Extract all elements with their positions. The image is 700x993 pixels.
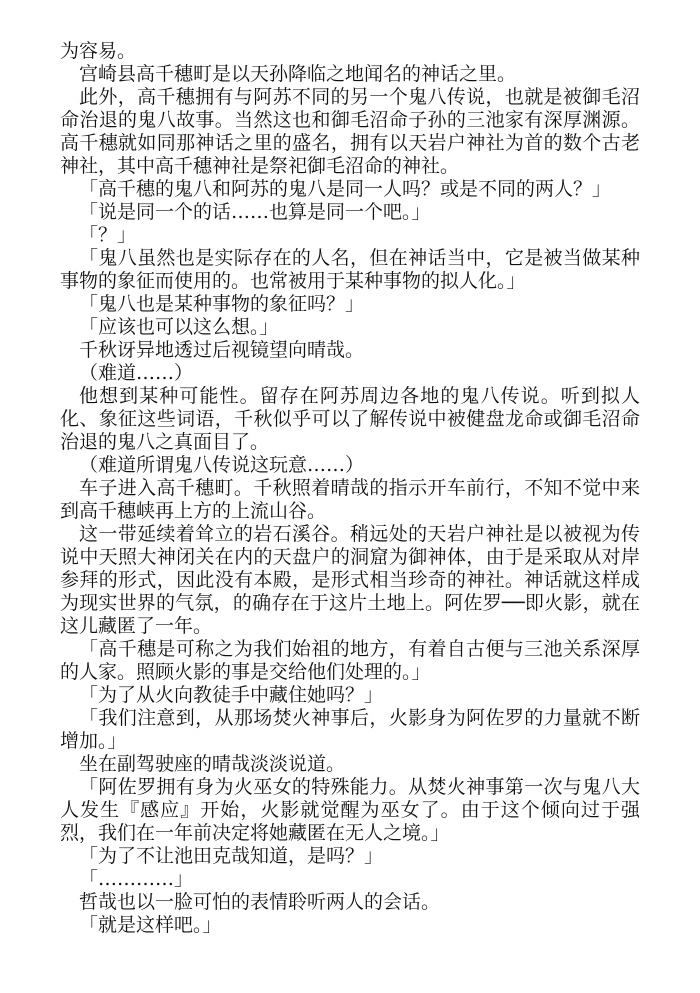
document-page (60, 40, 640, 937)
paragraph: 「高千穗的鬼八和阿苏的鬼八是同一人吗？或是不同的两人？」 (79, 178, 612, 200)
paragraph: 这一带延续着耸立的岩石溪谷。稍远处的天岩户神社是以被视为传说中天照大神闭关在内的天盘户的洞窟为御神体，由于是采取从对岸参拜的形式，因此没有本殿，是形式相当珍奇的神社。神话就这样成为现实世界的气氛，的确存在于这片土地上。阿佐罗──即火影，就在这儿藏匿了一年。 (60, 523, 640, 637)
paragraph: 坐在副驾驶座的晴哉淡淡说道。 (79, 753, 346, 775)
paragraph: 他想到某种可能性。留存在阿苏周边各地的鬼八传说。听到拟人化、象征这些词语，千秋似乎可以了解传说中被健盘龙命或御毛沼命治退的鬼八之真面目了。 (60, 385, 640, 453)
paragraph: 「就是这样吧。」 (79, 914, 222, 936)
paragraph: （难道所谓鬼八传说这玩意……） (79, 454, 365, 476)
paragraph: 「阿佐罗拥有身为火巫女的特殊能力。从焚火神事第一次与鬼八大人发生『感应』开始，火影就觉醒为巫女了。由于这个倾向过于强烈，我们在一年前决定将她藏匿在无人之境。」 (60, 776, 640, 844)
paragraph: 「说是同一个的话……也算是同一个吧。」 (79, 201, 431, 223)
paragraph: 「？」 (79, 224, 137, 246)
paragraph: 为容易。 (60, 40, 137, 62)
paragraph: （难道……） (79, 362, 194, 384)
paragraph: 车子进入高千穗町。千秋照着晴哉的指示开车前行，不知不觉中来到高千穗峡再上方的上流山谷。 (60, 477, 640, 522)
paragraph: 「应该也可以这么想。」 (79, 316, 279, 338)
paragraph: 宫崎县高千穗町是以天孙降临之地闻名的神话之里。 (79, 63, 517, 85)
paragraph: 此外，高千穗拥有与阿苏不同的另一个鬼八传说，也就是被御毛沼命治退的鬼八故事。当然这也和御毛沼命子孙的三池家有深厚渊源。高千穗就如同那神话之里的盛名，拥有以天岩户神社为首的数个古老神社，其中高千穗神社是祭祀御毛沼命的神社。 (60, 86, 640, 177)
paragraph: 「鬼八虽然也是实际存在的人名，但在神话当中，它是被当做某种事物的象征而使用的。也常被用于某种事物的拟人化。」 (60, 247, 640, 292)
paragraph: 千秋讶异地透过后视镜望向晴哉。 (79, 339, 365, 361)
paragraph: 「为了不让池田克哉知道，是吗？」 (79, 845, 384, 867)
paragraph: 哲哉也以一脸可怕的表情聆听两人的会话。 (79, 891, 441, 913)
paragraph: 「我们注意到，从那场焚火神事后，火影身为阿佐罗的力量就不断增加。」 (60, 707, 640, 752)
paragraph: 「鬼八也是某种事物的象征吗？」 (79, 293, 365, 315)
paragraph: 「高千穗是可称之为我们始祖的地方，有着自古便与三池关系深厚的人家。照顾火影的事是交给他们处理的。」 (60, 638, 640, 683)
paragraph: 「为了从火向教徒手中藏住她吗？」 (79, 684, 384, 706)
paragraph: 「…………」 (79, 868, 194, 890)
